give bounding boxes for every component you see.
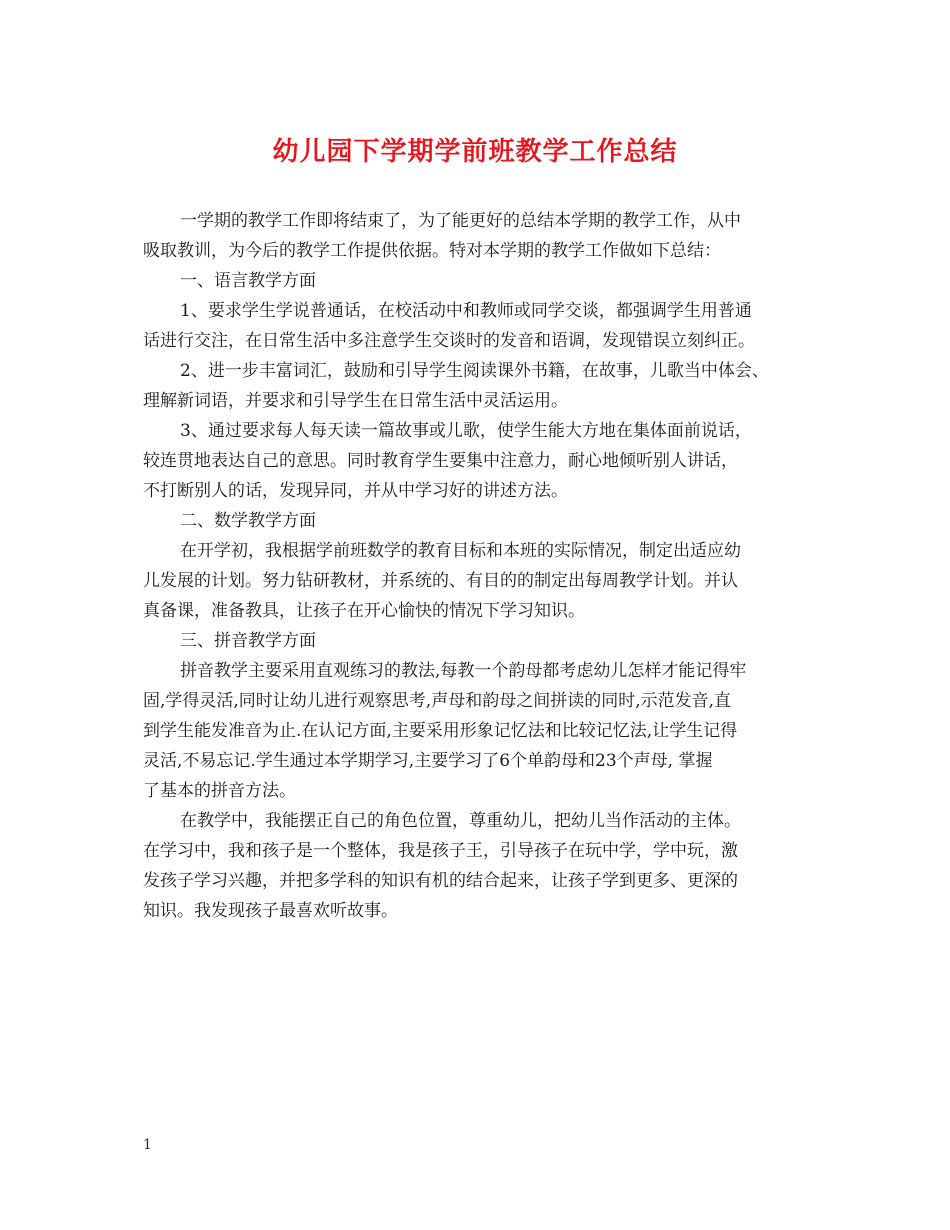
paragraph-line: 在开学初，我根据学前班数学的教育目标和本班的实际情况，制定出适应幼 xyxy=(180,541,741,561)
paragraph-line: 一学期的教学工作即将结束了，为了能更好的总结本学期的教学工作，从中 xyxy=(180,211,741,231)
paragraph-line: 灵活,不易忘记.学生通过本学期学习,主要学习了6个单韵母和23个声母, 掌握 xyxy=(143,751,713,771)
document-title: 幼儿园下学期学前班教学工作总结 xyxy=(272,137,678,167)
paragraph-line: 发孩子学习兴趣，并把多学科的知识有机的结合起来，让孩子学到更多、更深的 xyxy=(143,871,738,891)
paragraph-line: 拼音教学主要采用直观练习的教法,每教一个韵母都考虑幼儿怎样才能记得牢 xyxy=(180,661,747,681)
paragraph-line: 在教学中，我能摆正自己的角色位置，尊重幼儿，把幼儿当作活动的主体。 xyxy=(180,811,741,831)
paragraph-line: 较连贯地表达自己的意思。同时教育学生要集中注意力，耐心地倾听别人讲话， xyxy=(143,451,738,471)
paragraph-line: 真备课，准备教具，让孩子在开心愉快的情况下学习知识。 xyxy=(143,601,585,621)
paragraph-line: 固,学得灵活,同时让幼儿进行观察思考,声母和韵母之间拼读的同时,示范发音,直 xyxy=(143,691,732,711)
paragraph-line: 理解新词语，并要求和引导学生在日常生活中灵活运用。 xyxy=(143,391,568,411)
paragraph-line: 2、进一步丰富词汇，鼓励和引导学生阅读课外书籍，在故事，儿歌当中体会、 xyxy=(180,361,769,381)
paragraph-line: 知识。我发现孩子最喜欢听故事。 xyxy=(143,901,398,921)
section-heading: 二、数学教学方面 xyxy=(180,511,316,531)
paragraph-line: 吸取教训，为今后的教学工作提供依据。特对本学期的教学工作做如下总结： xyxy=(143,241,721,261)
paragraph-line: 不打断别人的话，发现异同，并从中学习好的讲述方法。 xyxy=(143,481,568,501)
paragraph-line: 话进行交注，在日常生活中多注意学生交谈时的发音和语调，发现错误立刻纠正。 xyxy=(143,331,755,351)
page-number: 1 xyxy=(143,1137,152,1153)
section-heading: 三、拼音教学方面 xyxy=(180,631,316,651)
paragraph-line: 到学生能发准音为止.在认记方面,主要采用形象记忆法和比较记忆法,让学生记得 xyxy=(143,721,738,741)
paragraph-line: 1、要求学生学说普通话，在校活动中和教师或同学交谈，都强调学生用普通 xyxy=(180,301,752,321)
paragraph-line: 在学习中，我和孩子是一个整体，我是孩子王，引导孩子在玩中学，学中玩，激 xyxy=(143,841,738,861)
paragraph-line: 了基本的拼音方法。 xyxy=(143,781,296,801)
paragraph-line: 3、通过要求每人每天读一篇故事或儿歌，使学生能大方地在集体面前说话， xyxy=(180,421,752,441)
paragraph-line: 儿发展的计划。努力钻研教材，并系统的、有目的的制定出每周教学计划。并认 xyxy=(143,571,738,591)
document-body xyxy=(143,206,823,926)
section-heading: 一、语言教学方面 xyxy=(180,271,316,291)
